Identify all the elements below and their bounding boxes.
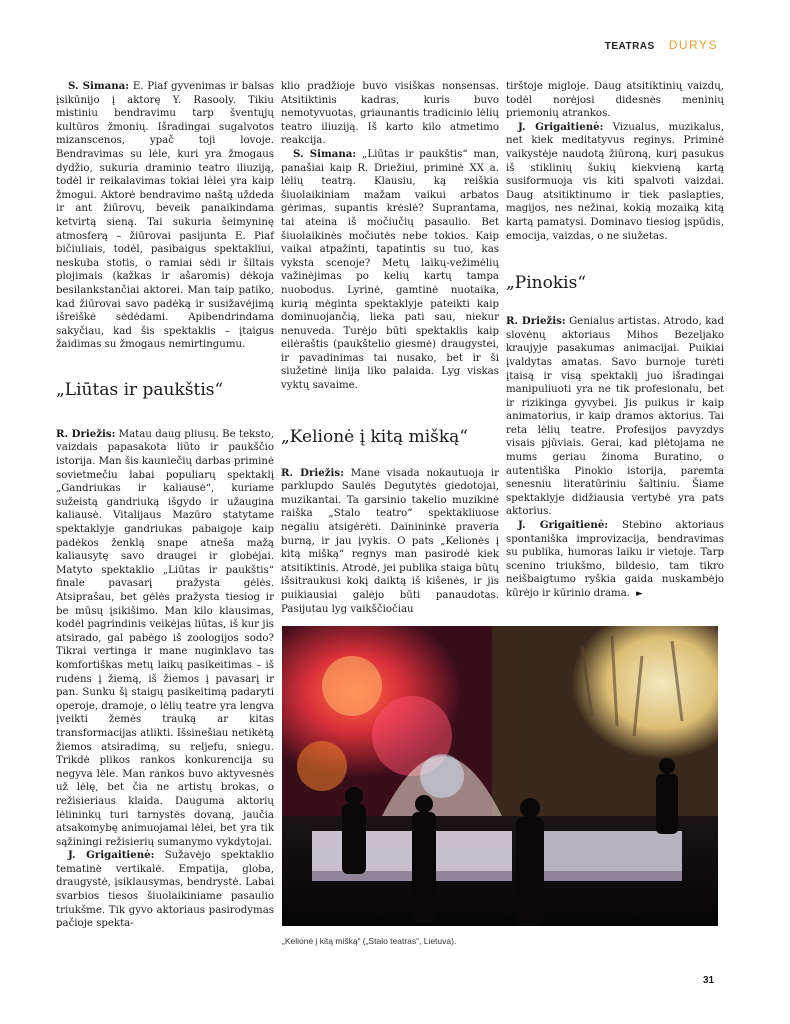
paragraph-text: Stebino aktoriaus spontaniška improvizacija, bendravimas su publika, humoras laiku ir vietoje. Tarp scenino triukšmo, bildesio, tam tikro neišbaigtumo ryškia gaida nuskambėjo kūrėjo ir kūrinio drama. (506, 520, 724, 599)
page-number: 31 (703, 975, 715, 986)
stage-photo (282, 626, 718, 926)
paragraph (281, 467, 499, 617)
continue-arrow-icon: ► (636, 589, 643, 599)
paragraph (506, 519, 724, 602)
paragraph-text: Matau daug pliusų. Be teksto, vaizdais papasakota liūto ir paukščio istorija. Man šis kauniečių darbas priminė sovietmečiu labai populiarų spektaklį „Gandriukas ir kaliausė“, kuriame sužeistą gandriuką išgydo ir užaugina kaliausė. Vitalijaus Mazūro statytame spektaklyje gandriukas pabaigoje kaip padėkos ženklą snape atneša mažą kaliausytę savo draugei ir globėjai. Matyto spektaklio „Liūtas ir paukštis“ finale pavasarį pražysta gėlės. Atsiprašau, bet gėlės pražysta tiesiog ir be mūsų įsikišimo. Man kilo klausimas, kodėl pagrindinis veikėjas liūtas, iš kur jis atsirado, gal pabėgo iš zoologijos sodo? Tikrai vertinga ir mane nuginklavo tas komfortiškas metų laikų pasikeitimas – iš rudens į žiemą, iš žiemos į pavasarį ir pan. Sunku šį staigų pasikeitimą padaryti operoje, dramoje, o lėlių teatre yra lengva įveikti žemės trauką ar kitas transformacijas atlikti. Išsinešiau netikėtą žiemos atsiradimą, su reljefu, sniegu. Trikdė plikos rankos konkurencija su negyva lėle. Man rankos buvo aktyvesnės už lėlę, bet čia ne artistų brokas, o režisieriaus klaida. Dauguma aktorių lėlininkų turi tarnystės dovaną, jaučia atsakomybę animuojamai lėlei, bet yra tik sąžiningi režisierių sumanymo vykdytojai. (56, 428, 274, 848)
column-3 (506, 80, 724, 602)
column-2 (281, 80, 499, 616)
speaker-name: R. Driežis: (56, 427, 116, 440)
speaker-name: J. Grigaitienė: (68, 849, 155, 862)
speaker-name: R. Driežis: (281, 466, 344, 479)
paragraph-text: Sužavėjo spektaklio tematinė vertikalė. Empatija, globa, draugystė, įsiklausymas, bendrystė. Labai svarbios tiesos šiuolaikiniame pasaulio triukšme. Tik gyvo aktoriaus pasirodymas pačioje spekta- (56, 850, 274, 930)
magazine-brand: DURYS (668, 38, 718, 52)
column-1 (56, 80, 274, 931)
paragraph (506, 121, 724, 243)
paragraph (281, 148, 499, 393)
paragraph-text: „Liūtas ir paukštis“ man, panašiai kaip R. Driežiui, priminė XX a. lėlių teatrą. Klausiu, ką reiškia šiuolaikiniam mažam vaikui arbatos gėrimas, supantis krėslė? Suprantama, tai ateina iš močiučių pasaulio. Bet šiuolaikinės močiutės nebe tokios. Kaip vaikai atpažinti, tapatintis su tuo, kas vyksta scenoje? Metų laikų-vežimėlių važinėjimas po kelių kartų tampa nuobodus. Lyrinė, gamtinė nuotaika, kurią mėginta spektaklyje pateikti kaip dominuojančią, lieka pati sau, niekur nenuveda. Turėjo būti spektaklis kaip eilėraštis (paukštelio giesmė) draugystei, ir pavadinimas tai nusako, bet ir ši siužetinė linija liko palaida. Lyg viskas vyktų savaime. (281, 148, 500, 392)
speaker-name: R. Driežis: (506, 315, 566, 328)
paragraph-text: E. Piaf gyvenimas ir balsas įsikūnijo į aktorę Y. Rasooly. Tikiu mistiniu bendravimu tarp šventųjų kultūros žmonių. Išradingai sugalvotos mizanscenos, ypač toji lovoje. Bendravimas su lėle, kuri yra žmogaus dydžio, sukuria draminio teatro iliuziją, todėl ir reikalavimas tokiai lėlei yra kaip žmogui. Aktorė bendravimo naštą uždeda ir ant žiūrovų, beveik panaikindama ketvirtą sieną. Tai sukuria šeimyninę atmosferą – žiūrovai pasijunta E. Piaf bičiuliais, todėl, pasibaigus spektakliui, neskuba stotis, o ramiai sėdi ir šiltais plojimais (kažkas ir ašaromis) dėkoja besilankstančiai aktorei. Man taip patiko, kad žiūrovai savo padėką ir susižavėjimą išreiškė sėdėdami. Apibendrindama sakyčiau, kad šis spektaklis – įtaigus žaidimas su žmogaus nemirtingumu. (56, 81, 274, 351)
section-heading: „Kelionė į kitą mišką“ (281, 426, 468, 447)
speaker-name: S. Simana: (68, 80, 130, 92)
photo-caption: „Kelionė į kitą mišką“ („Stalo teatras“, Lietuva). (282, 936, 457, 946)
speaker-name: J. Grigaitienė: (518, 120, 604, 133)
paragraph (506, 315, 724, 519)
section-heading: „Liūtas ir paukštis“ (56, 379, 224, 400)
page-header (605, 38, 718, 52)
paragraph-text: Mane visada nokautuoja ir parklupdo Saulės Degutytės giedotojai, muzikantai. Ta garsinio takelio muzikinė raiška „Stalo teatro“ spektakliuose negaliu atsigėrėti. Dainininkė praveria burną, ir jau įvykis. O pats „Kelionės į kitą mišką“ regnys man pasirodė kiek atsitiktinis. Atrodė, jei publika staiga būtų išsitraukusi kokį daiktą iš kišenės, ir jis puikiausiai galėjo būti panaudotas. Pasijutau lyg vaikščiočiau (281, 467, 499, 615)
paragraph-text: Vizualus, muzikalus, net kiek meditatyvus reginys. Priminė vaikystėje naudotą žiūroną, kurį pasukus iš stiklinių šukių kiekvieną kartą susiformuoja vis kiti spalvoti vaizdai. Daug atsitiktinumo ir tiek paslapties, magijos, nes nežinai, kokią mozaiką kitą kartą pamatysi. Dominavo tiesiog įspūdis, emocija, vaizdas, o ne siužetas. (506, 121, 724, 242)
speaker-name: J. Grigaitienė: (518, 519, 609, 532)
section-heading: „Pinokis“ (506, 273, 587, 294)
speaker-name: S. Simana: (293, 147, 357, 160)
paragraph (56, 849, 274, 931)
stage-photo-illustration (282, 626, 718, 926)
paragraph: tirštoje miglojе. Daug atsitiktinių vaizdų, todėl norėjosi didesnės meninių priemonių atrankos. (506, 81, 724, 120)
paragraph (56, 428, 274, 849)
paragraph-text: Genialus artistas. Atrodo, kad slovėnų aktoriaus Mihos Bezeljako kraujyje pasakumas animacijai. Puikiai įvaldytas amatas. Savo burnoje turėti įtaisą ir visą spektaklį juo išradingai manipuliuoti yra ne tik profesionalu, bet ir rizikinga gyvybei. Jis puikus ir kaip animatorius, ir kaip dramos aktorius. Tai reta lėlių teatre. Profesijos pavyzdys visais pjūviais. Gerai, kad plėtojama ne mums geriau žinoma Buratino, o autentiška Pinokio istorija, paremta senesniu literatūriniu šaltiniu. Šiame spektaklyje didžiausia vertybė yra pats aktorius. (506, 316, 725, 518)
paragraph: klio pradžioje buvo visiškas nonsensas. Atsitiktinis kadras, kuris buvo nemotyvuotas, griaunantis tradicinio lėlių teatro iliuziją. Iš karto kilo atmetimo reakcija. (281, 81, 499, 147)
paragraph (56, 80, 274, 352)
section-label: TEATRAS (604, 41, 655, 52)
